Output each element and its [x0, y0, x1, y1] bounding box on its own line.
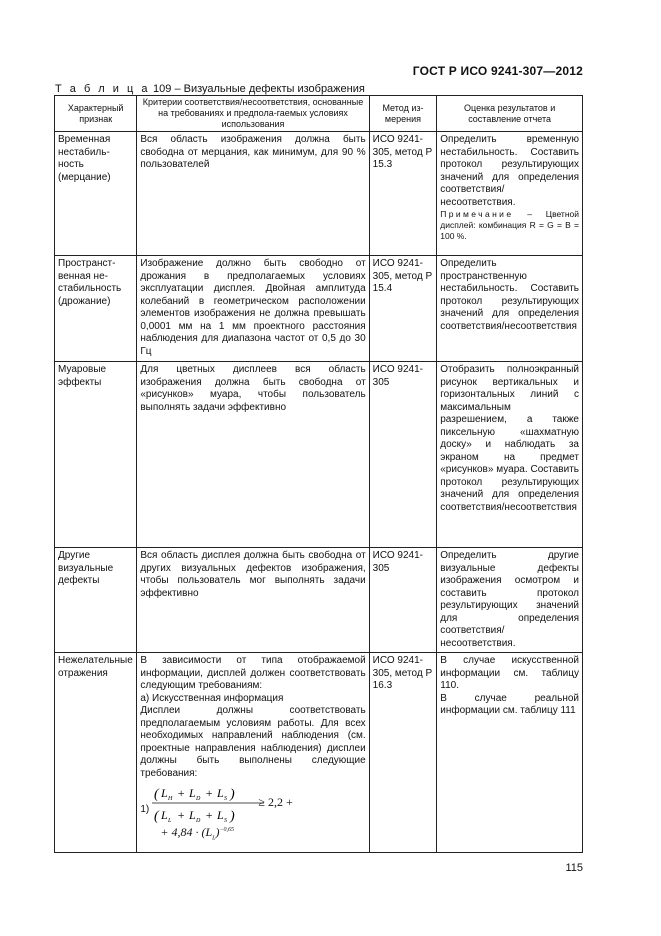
svg-text:S: S	[224, 796, 228, 802]
evaluation-cell	[437, 132, 583, 256]
column-header-criteria: Критерии соответствия/несоответствия, основанные на требованиях и предпола-гаемых условиях использования	[137, 96, 369, 132]
table-row	[55, 548, 583, 653]
svg-text:L: L	[217, 786, 225, 800]
formula-fraction	[152, 782, 270, 826]
svg-text:+: +	[177, 808, 186, 822]
formula-exponent: −0,65	[219, 827, 235, 833]
table-row	[55, 132, 583, 256]
evaluation-text: Определить временную нестабильность. Составить протокол результирующих значений для определения соответствия/несоответствия.	[440, 134, 579, 208]
criteria-cell: Изображение должно быть свободно от дрожания в предполагаемых условиях эксплуатации дисплея. Двойная амплитуда колебаний в геометрическом расположении элементов изображения не должна превышать 0,0001 мм на 1 мм проектного расстояния наблюдения для диапазона частот от 0,5 до 30 Гц	[137, 256, 369, 362]
method-cell: ИСО 9241-305, метод Р 16.3	[369, 653, 437, 853]
criteria-cell: Для цветных дисплеев вся область изображения должна быть свободна от «рисунков» муара, чтобы пользователь выполнять задачи эффективно	[137, 362, 369, 548]
svg-text:D: D	[196, 818, 201, 824]
svg-text:L: L	[217, 808, 225, 822]
svg-text:+: +	[205, 786, 214, 800]
method-cell: ИСО 9241-305, метод Р 15.4	[369, 256, 437, 362]
svg-text:S: S	[224, 818, 228, 824]
table-caption-number: 109	[153, 83, 172, 95]
evaluation-line: В случае реальной информации см. таблицу 111	[440, 692, 579, 716]
feature-cell: Муаровые эффекты	[55, 362, 137, 548]
svg-text:L: L	[189, 808, 197, 822]
criteria-cell	[137, 653, 369, 853]
table-caption	[55, 83, 365, 95]
formula-prefix: 1)	[140, 804, 150, 815]
formula-tail: + $4,84 \cdot (L_L)^{-0,65}$	[160, 825, 235, 842]
note-label: Примечание	[440, 209, 514, 219]
svg-text:(: (	[154, 809, 160, 824]
criteria-line: В зависимости от типа отображаемой информации, дисплей должен соответствовать следующим требованиям:	[140, 655, 366, 691]
method-cell: ИСО 9241-305	[369, 362, 437, 548]
svg-text:L: L	[168, 818, 172, 824]
evaluation-cell	[437, 653, 583, 853]
formula-tail-text: + 4,84 · (L	[160, 825, 213, 839]
table-caption-label: Т а б л и ц а	[55, 83, 150, 95]
svg-text:+: +	[177, 786, 186, 800]
svg-text:D: D	[196, 796, 201, 802]
svg-text:): )	[230, 787, 236, 802]
svg-text:L: L	[161, 786, 169, 800]
svg-text:L: L	[189, 786, 197, 800]
feature-cell: Временная нестабиль-ность (мерцание)	[55, 132, 137, 256]
table-row	[55, 653, 583, 853]
feature-cell: Нежелательные отражения	[55, 653, 137, 853]
svg-text:): )	[230, 809, 236, 824]
table-row	[55, 256, 583, 362]
svg-text:(: (	[154, 787, 160, 802]
criteria-line: Дисплеи должны соответствовать предполагаемым условиям работы. Для всех необходимых направлений наблюдения (см. проектные направления наблюдения) дисплеи должны быть выполнены следующие требования:	[140, 705, 366, 779]
evaluation-cell: Отобразить полноэкранный рисунок вертикальных и горизонтальных линий с максимальным разрешением, а также пиксельную «шахматную доску» и наблюдать за экраном на предмет «рисунков» муара. Составить протокол результирующих значений для определения соответствия/несоответствия	[437, 362, 583, 548]
formula-rhs: ≥ 2,2 +	[258, 795, 293, 809]
method-cell: ИСО 9241-305	[369, 548, 437, 653]
criteria-line: а) Искусственная информация	[140, 692, 284, 704]
evaluation-cell: Определить другие визуальные дефекты изображения осмотром и составить протокол результирующих значений для определения соответствия/несоответствия.	[437, 548, 583, 653]
evaluation-note	[440, 209, 579, 242]
defects-table	[54, 95, 583, 853]
document-id: ГОСТ Р ИСО 9241-307—2012	[412, 64, 583, 78]
table-row	[55, 362, 583, 548]
svg-text:L: L	[161, 808, 169, 822]
column-header-feature: Характерный признак	[55, 96, 137, 132]
svg-text:H: H	[168, 796, 173, 802]
formula-block	[140, 782, 365, 842]
method-cell: ИСО 9241-305, метод Р 15.3	[369, 132, 437, 256]
svg-text:+: +	[205, 808, 214, 822]
page-number: 115	[565, 862, 583, 874]
column-header-method: Метод из-мерения	[369, 96, 437, 132]
column-header-evaluation: Оценка результатов и составление отчета	[437, 96, 583, 132]
evaluation-cell: Определить пространственную нестабильность. Составить протокол результирующих значений для определения соответствия/несоответствия	[437, 256, 583, 362]
feature-cell: Другие визуальные дефекты	[55, 548, 137, 653]
feature-cell: Пространст-венная не-стабильность (дрожание)	[55, 256, 137, 362]
evaluation-line: В случае искусственной информации см. таблицу 110.	[440, 655, 579, 691]
criteria-cell: Вся область дисплея должна быть свободна от других визуальных дефектов изображения, чтобы пользователь мог выполнять задачи эффективно	[137, 548, 369, 653]
table-caption-title: – Визуальные дефекты изображения	[171, 83, 365, 95]
note-text: – Цветной дисплей: комбинация R = G = B = 100 %.	[440, 209, 579, 241]
criteria-cell: Вся область изображения должна быть свободна от мерцания, как минимум, для 90 % пользователей	[137, 132, 369, 256]
table-header-row	[55, 96, 583, 132]
